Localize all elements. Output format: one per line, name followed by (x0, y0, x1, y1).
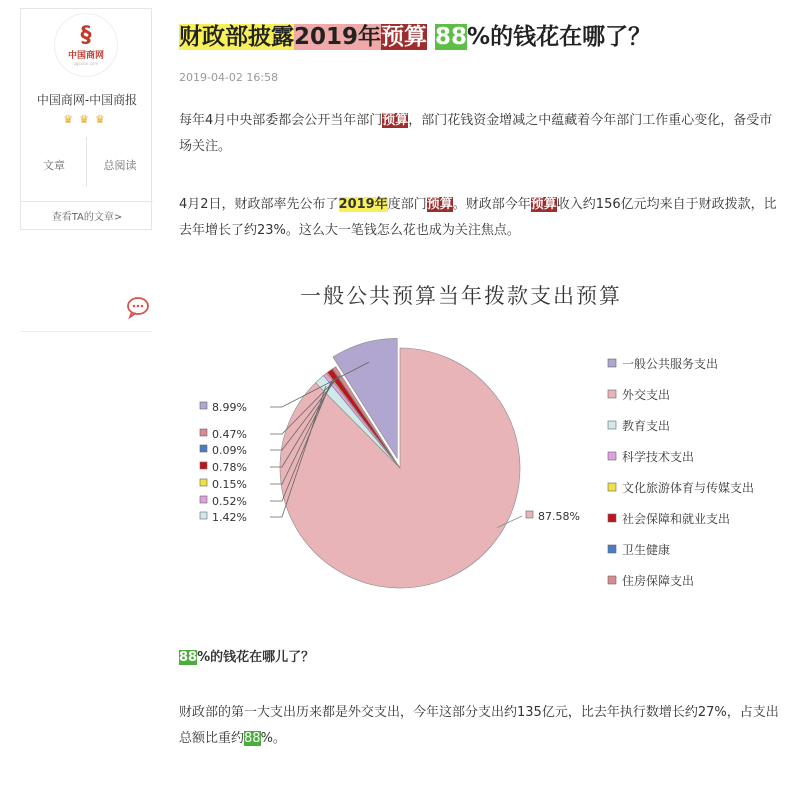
data-label: 0.09% (212, 444, 247, 457)
comment-icon[interactable] (126, 295, 150, 319)
pie-chart (160, 268, 800, 618)
label-swatch (200, 479, 207, 486)
paragraph: 财政部的第一大支出历来都是外交支出，今年这部分支出约135亿元，比去年执行数增长约27%，占支出总额比重约88%。 (179, 705, 779, 746)
data-label: 0.52% (212, 495, 247, 508)
divider (21, 201, 153, 202)
paragraph: 每年4月中央部委都会公开当年部门预算，部门花钱资金增减之中蕴藏着今年部门工作重心变化，备受市场关注。 (179, 113, 773, 154)
badge-icon: ♛ (94, 113, 111, 126)
legend-entry: 外交支出 (622, 388, 671, 402)
logo-mark-icon: § (80, 22, 92, 48)
divider (20, 331, 152, 332)
label-swatch (200, 402, 207, 409)
author-badges (21, 113, 153, 126)
legend-entry: 科学技术支出 (622, 450, 695, 464)
author-card (20, 8, 152, 230)
label-swatch (200, 496, 207, 503)
data-label: 0.78% (212, 461, 247, 474)
legend-swatch (608, 545, 616, 553)
publish-date: 2019-04-02 16:58 (179, 71, 279, 84)
logo-text: 中国商网 (67, 50, 104, 61)
pie-chart-figure (160, 268, 800, 618)
legend-entry: 社会保障和就业支出 (622, 512, 731, 526)
org-logo[interactable] (54, 13, 118, 77)
author-stats (21, 157, 153, 173)
section-heading: 88%的钱花在哪儿了？ (179, 650, 315, 665)
stat-reads-label: 总阅读 (103, 159, 137, 172)
badge-icon: ♛ (63, 113, 80, 126)
legend-entry: 文化旅游体育与传媒支出 (622, 481, 755, 495)
legend-swatch (608, 421, 616, 429)
author-sidebar (20, 8, 152, 230)
badge-icon: ♛ (79, 113, 95, 126)
view-author-articles-link[interactable]: 查看TA的文章> (51, 212, 123, 223)
data-label: 0.47% (212, 428, 247, 441)
legend-entry: 卫生健康 (622, 543, 671, 557)
legend-swatch (608, 359, 616, 367)
legend-entry: 住房保障支出 (622, 574, 695, 588)
label-swatch (200, 429, 207, 436)
chart-title: 一般公共预算当年拨款支出预算 (300, 284, 622, 308)
data-label: 87.58% (538, 510, 580, 523)
data-label: 0.15% (212, 478, 247, 491)
data-label: 8.99% (212, 401, 247, 414)
legend-entry: 教育支出 (622, 419, 671, 433)
legend-entry: 一般公共服务支出 (622, 357, 719, 371)
label-swatch (200, 445, 207, 452)
label-swatch (526, 511, 533, 518)
article-title: 财政部披露2019年预算 88%的钱花在哪了？ (179, 24, 652, 50)
data-label: 1.42% (212, 511, 247, 524)
author-name[interactable]: 中国商网-中国商报 (36, 93, 138, 107)
stat-articles-label: 文章 (43, 159, 65, 172)
legend-swatch (608, 576, 616, 584)
label-swatch (200, 512, 207, 519)
legend-swatch (608, 514, 616, 522)
legend-swatch (608, 390, 616, 398)
legend-swatch (608, 483, 616, 491)
legend-swatch (608, 452, 616, 460)
logo-url: zgswcn.com (73, 60, 99, 66)
paragraph: 4月2日，财政部率先公布了2019年度部门预算。财政部今年预算收入约156亿元均来自于财政拨款，比去年增长了约23%。这么大一笔钱怎么花也成为关注焦点。 (179, 197, 777, 238)
label-swatch (200, 462, 207, 469)
